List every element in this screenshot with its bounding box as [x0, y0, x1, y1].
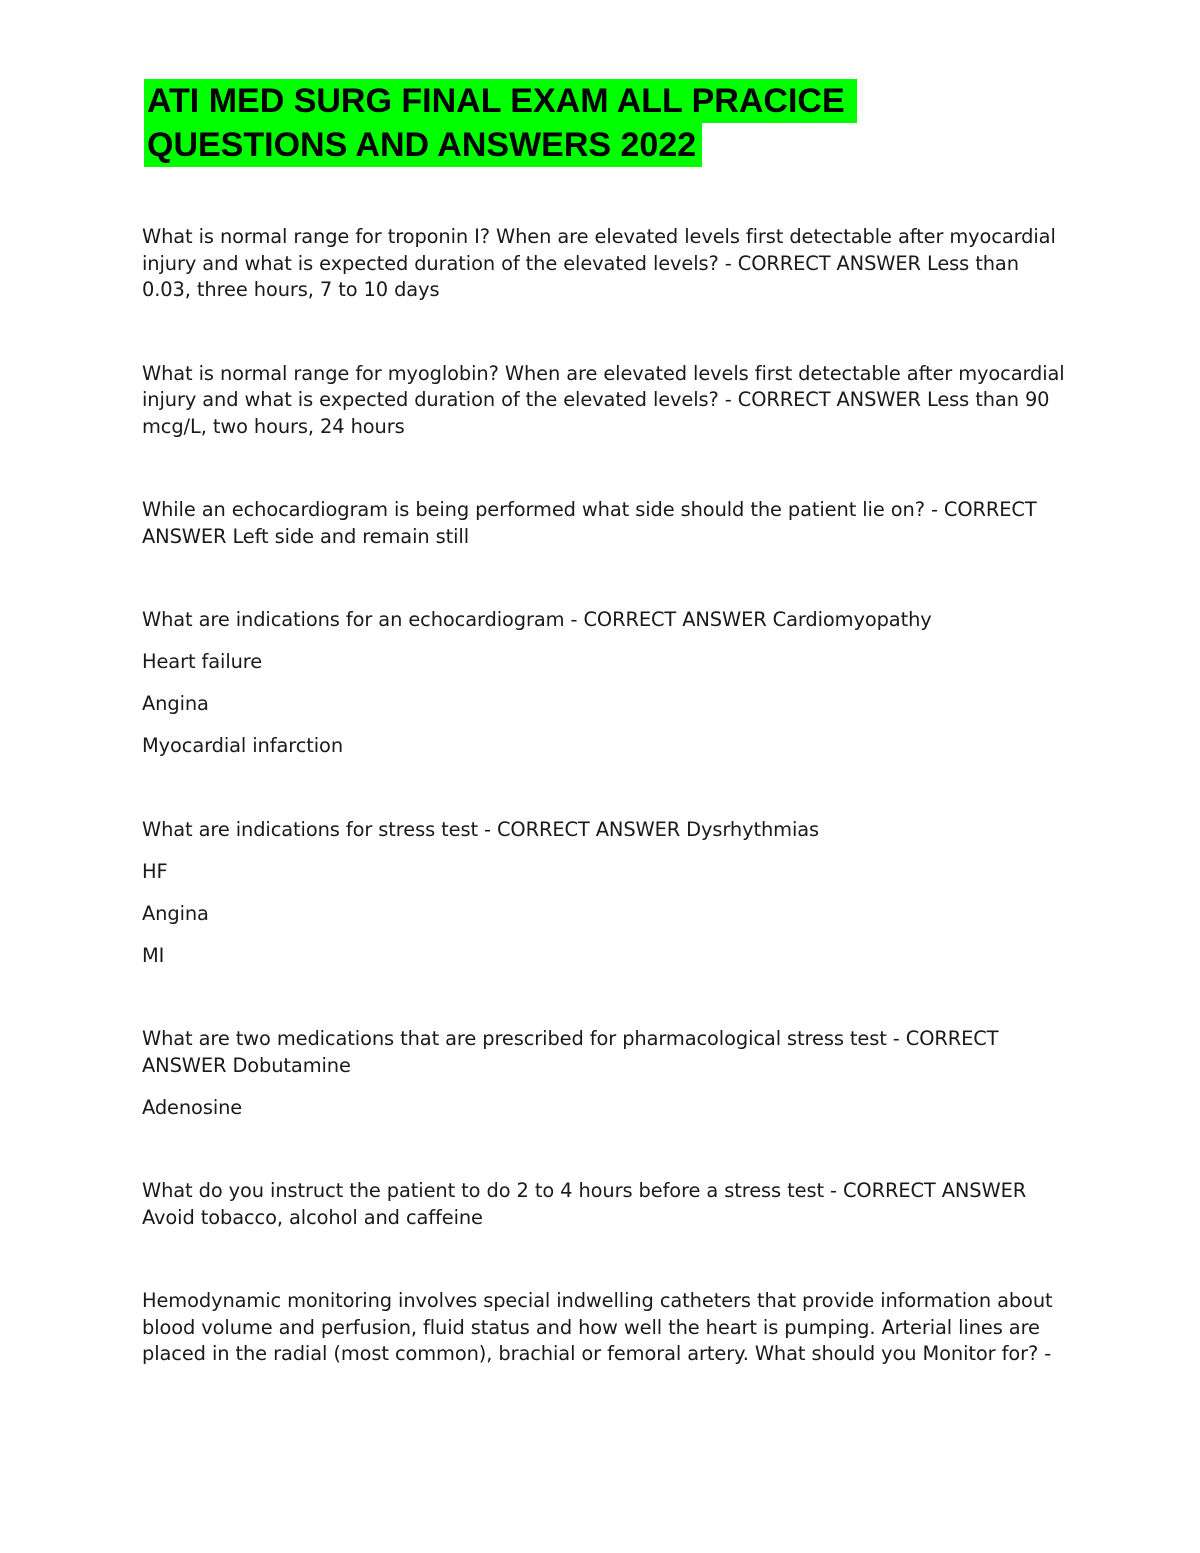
title-line-1: ATI MED SURG FINAL EXAM ALL PRACICE: [144, 79, 857, 123]
answer-item: HF: [142, 859, 168, 883]
answer-item: Heart failure: [142, 650, 263, 673]
qa-list: [142, 224, 1072, 1368]
qa-question: What are indications for an echocardiogram - CORRECT ANSWER Cardiomyopathy: [142, 608, 932, 631]
answer-item: Adenosine: [142, 1095, 243, 1119]
document-title: [144, 79, 857, 167]
qa-question: What are indications for stress test - CORRECT ANSWER Dysrhythmias: [142, 817, 820, 841]
qa-item: [142, 1026, 1072, 1121]
qa-item: [142, 497, 1072, 550]
qa-item: [142, 224, 1072, 304]
qa-question: Hemodynamic monitoring involves special indwelling catheters that provide information about blood volume and perfusion, fluid status and how well the heart is pumping. Arterial lines are placed in the radial (most common), brachial or femoral artery. What should you Monitor for? -: [142, 1289, 1053, 1365]
answer-item: Angina: [142, 692, 209, 715]
qa-question: What is normal range for myoglobin? When are elevated levels first detectable after myocardial injury and what is expected duration of the elevated levels? - CORRECT ANSWER Less than 90 mcg/L, two hours, 24 hours: [142, 361, 1065, 438]
qa-item: [142, 817, 1072, 970]
answer-item: MI: [142, 943, 165, 967]
qa-item: [142, 1178, 1072, 1231]
qa-item: [142, 361, 1072, 441]
qa-item: [142, 607, 1072, 760]
qa-question: What are two medications that are prescribed for pharmacological stress test - CORRECT ANSWER Dobutamine: [142, 1027, 999, 1077]
qa-question: What do you instruct the patient to do 2 to 4 hours before a stress test - CORRECT ANSWER Avoid tobacco, alcohol and caffeine: [142, 1179, 1027, 1229]
qa-question: What is normal range for troponin I? When are elevated levels first detectable after myocardial injury and what is expected duration of the elevated levels? - CORRECT ANSWER Less than 0.03, three hours, 7 to 10 days: [142, 225, 1056, 301]
answer-item: Angina: [142, 901, 209, 925]
qa-item: [142, 1288, 1072, 1368]
answer-item: Myocardial infarction: [142, 734, 344, 757]
qa-question: While an echocardiogram is being performed what side should the patient lie on? - CORRECT ANSWER Left side and remain still: [142, 498, 1037, 548]
title-line-2: QUESTIONS AND ANSWERS 2022: [144, 123, 702, 167]
